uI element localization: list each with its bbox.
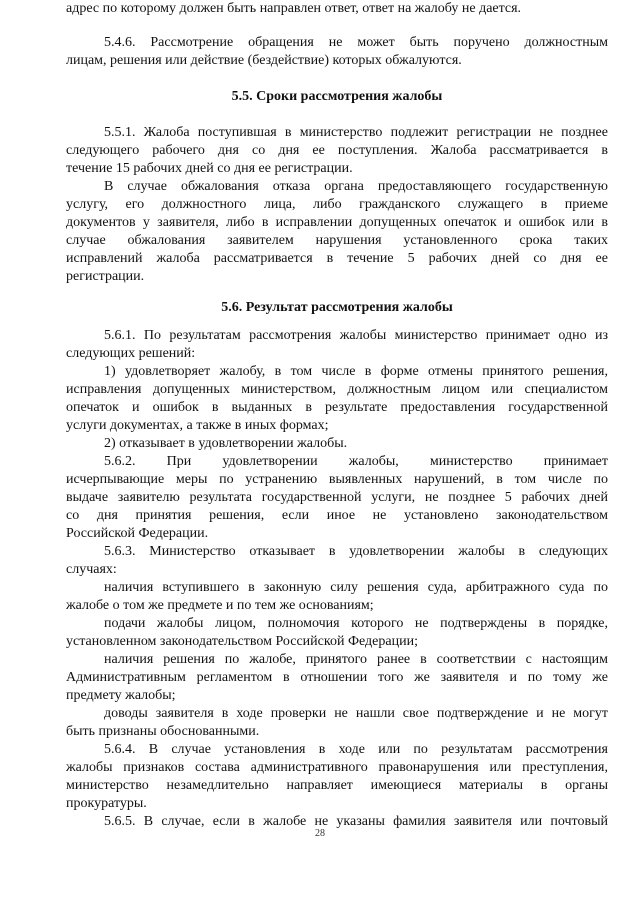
paragraph-line: следующего рабочего дня со дня ее поступления. Жалоба рассматривается в: [66, 143, 608, 158]
paragraph-line: жалобе о том же предмете и по тем же основаниям;: [66, 598, 374, 613]
paragraph-line: 5.6.3. Министерство отказывает в удовлетворении жалобы в следующих: [104, 544, 608, 559]
paragraph-line: подачи жалобы лицом, полномочия которого не подтверждены в порядке,: [104, 616, 608, 631]
paragraph-line: услугу, его должностного лица, либо гражданского служащего в приеме: [66, 197, 608, 212]
paragraph-line: 5.6.5. В случае, если в жалобе не указаны фамилия заявителя или почтовый: [104, 814, 608, 829]
paragraph-line: исправлений жалоба рассматривается в течение 5 рабочих дней со дня ее: [66, 251, 608, 266]
paragraph-line: наличия решения по жалобе, принятого ранее в соответствии с настоящим: [104, 652, 608, 667]
paragraph-line: течение 15 рабочих дней со дня ее регистрации.: [66, 161, 353, 176]
paragraph-line: адрес по которому должен быть направлен ответ, ответ на жалобу не дается.: [66, 1, 522, 16]
paragraph-line: Административным регламентом в отношении того же заявителя и по тому же: [66, 670, 608, 685]
section-heading: 5.6. Результат рассмотрения жалобы: [221, 300, 453, 315]
paragraph-line: министерство незамедлительно направляет имеющиеся материалы в органы: [66, 778, 608, 793]
page-number: 28: [315, 828, 325, 839]
paragraph-line: доводы заявителя в ходе проверки не нашли свое подтверждение и не могут: [104, 706, 608, 721]
paragraph-line: выдаче заявителю результата государственной услуги, не позднее 5 рабочих дней: [66, 490, 608, 505]
paragraph-line: лицам, решения или действие (бездействие) которых обжалуются.: [66, 53, 462, 68]
paragraph-line: установленном законодательством Российской Федерации;: [66, 634, 418, 649]
paragraph-line: услуги документах, а также в иных формах;: [66, 418, 329, 433]
section-heading: 5.5. Сроки рассмотрения жалобы: [231, 89, 443, 104]
paragraph-line: следующих решений:: [66, 346, 196, 361]
paragraph-line: 1) удовлетворяет жалобу, в том числе в форме отмены принятого решения,: [104, 364, 608, 379]
paragraph-line: 5.6.2. При удовлетворении жалобы, министерство принимает: [104, 454, 608, 469]
paragraph-line: 2) отказывает в удовлетворении жалобы.: [104, 436, 348, 451]
paragraph-line: быть признаны обоснованными.: [66, 724, 260, 739]
paragraph-line: случае обжалования заявителем нарушения установленного срока таких: [66, 233, 608, 248]
paragraph-line: Российской Федерации.: [66, 526, 209, 541]
paragraph-line: документов у заявителя, либо в исправлении допущенных опечаток и ошибок или в: [66, 215, 608, 230]
paragraph-line: исправления допущенных министерством, должностным лицом или специалистом: [66, 382, 608, 397]
paragraph-line: В случае обжалования отказа органа предоставляющего государственную: [104, 179, 608, 194]
paragraph-line: предмету жалобы;: [66, 688, 176, 703]
paragraph-line: со дня принятия решения, если иное не установлено законодательством: [66, 508, 608, 523]
paragraph-line: 5.6.4. В случае установления в ходе или по результатам рассмотрения: [104, 742, 608, 757]
paragraph-line: 5.4.6. Рассмотрение обращения не может быть поручено должностным: [104, 35, 608, 50]
paragraph-line: прокуратуры.: [66, 796, 147, 811]
paragraph-line: 5.6.1. По результатам рассмотрения жалобы министерство принимает одно из: [104, 328, 608, 343]
paragraph-line: 5.5.1. Жалоба поступившая в министерство подлежит регистрации не позднее: [104, 125, 608, 140]
paragraph-line: жалобы признаков состава административного правонарушения или преступления,: [66, 760, 608, 775]
paragraph-line: наличия вступившего в законную силу решения суда, арбитражного суда по: [104, 580, 608, 595]
paragraph-line: опечаток и ошибок в выданных в результате предоставления государственной: [66, 400, 608, 415]
paragraph-line: исчерпывающие меры по устранению выявленных нарушений, в том числе по: [66, 472, 608, 487]
paragraph-line: регистрации.: [66, 269, 145, 284]
paragraph-line: случаях:: [66, 562, 117, 577]
